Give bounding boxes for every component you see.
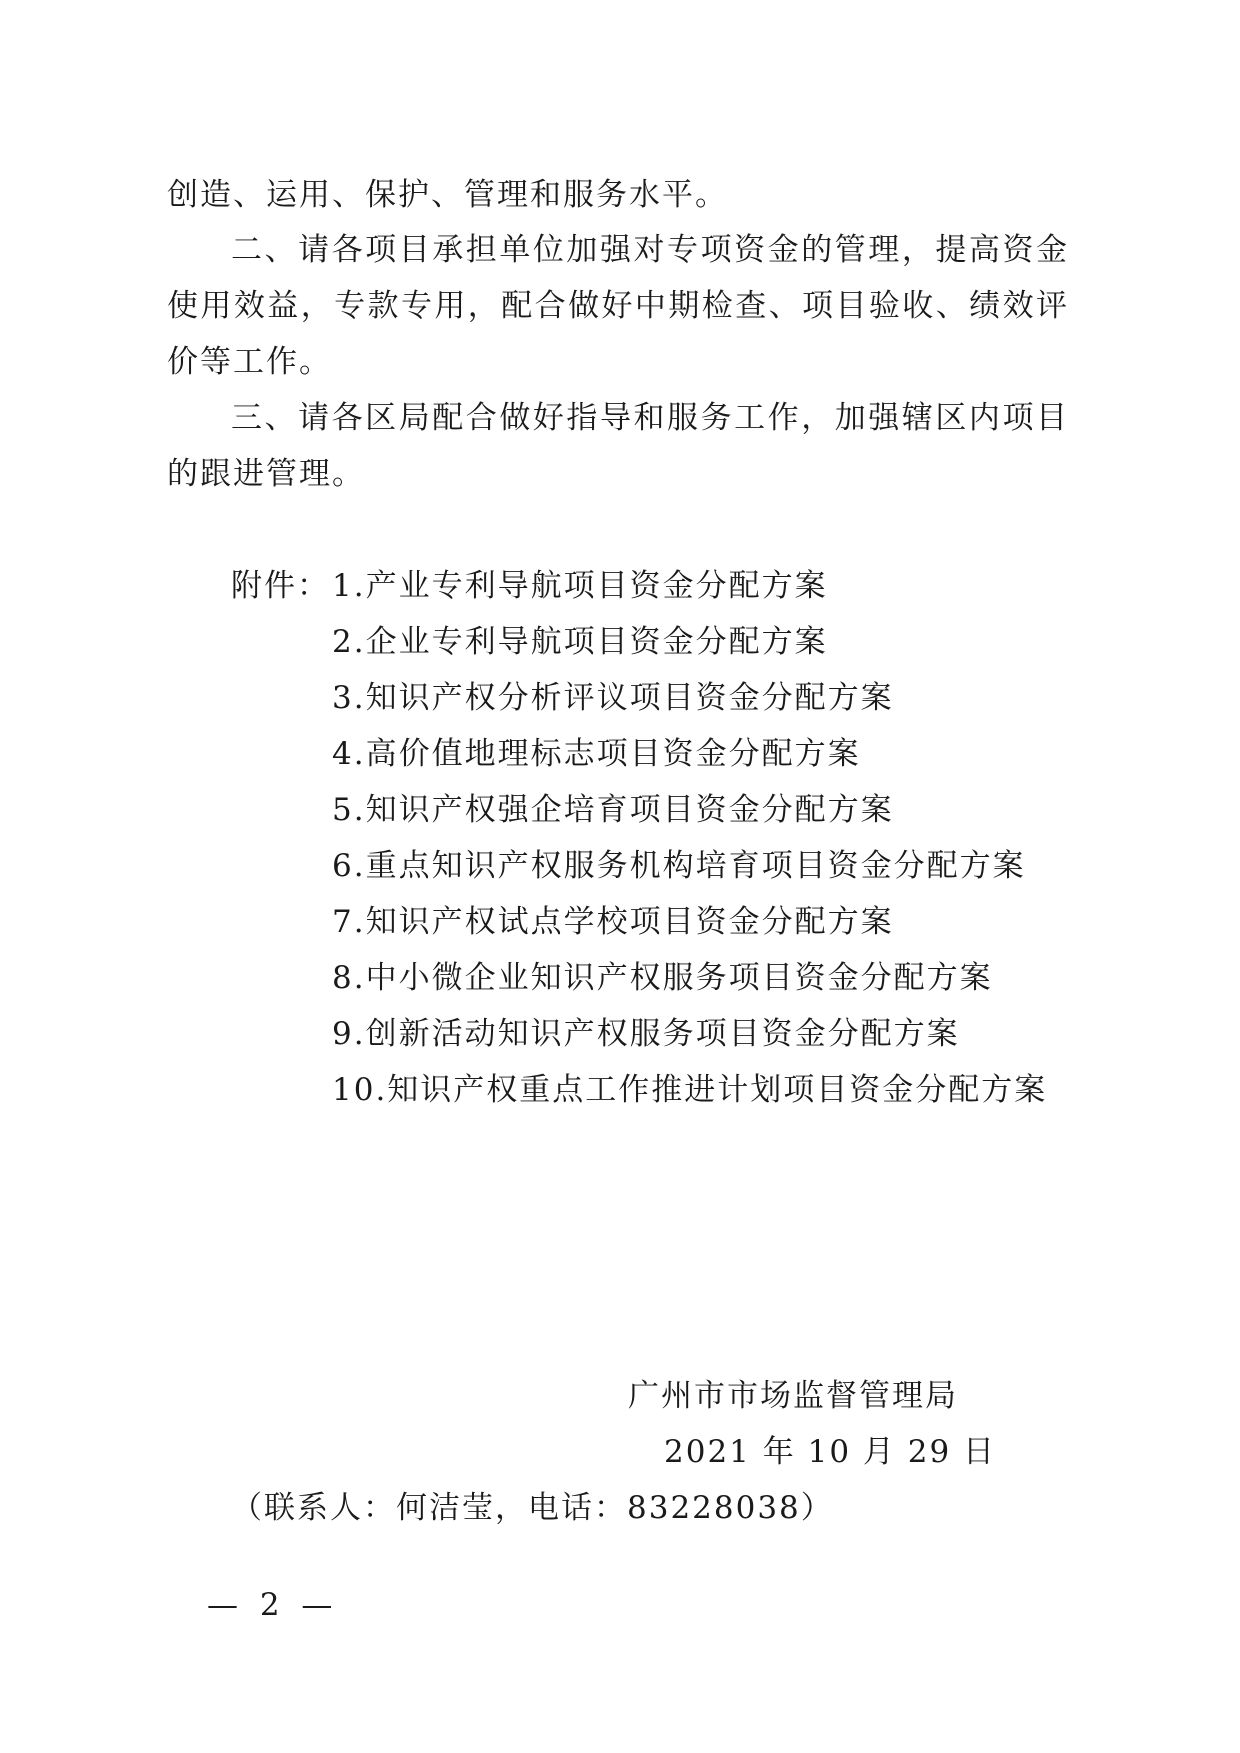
paragraph-2-line-3: 价等工作。 — [167, 344, 332, 380]
signature-organization: 广州市市场监督管理局 — [628, 1378, 958, 1414]
attachment-item: 3.知识产权分析评议项目资金分配方案 — [332, 680, 894, 716]
paragraph-3-line-1: 三、请各区局配合做好指导和服务工作，加强辖区内项目 — [231, 400, 1069, 436]
paragraph-1-line-1: 创造、运用、保护、管理和服务水平。 — [167, 177, 728, 213]
attachment-item: 7.知识产权试点学校项目资金分配方案 — [332, 904, 894, 940]
paragraph-2-line-1: 二、请各项目承担单位加强对专项资金的管理，提高资金 — [231, 232, 1069, 268]
attachment-item: 2.企业专利导航项目资金分配方案 — [332, 624, 828, 660]
attachment-item: 5.知识产权强企培育项目资金分配方案 — [332, 792, 894, 828]
attachments-label: 附件： — [231, 568, 330, 604]
contact-info: （联系人：何洁莹，电话：83228038） — [231, 1490, 834, 1526]
attachment-item: 9.创新活动知识产权服务项目资金分配方案 — [332, 1016, 960, 1052]
attachment-item: 1.产业专利导航项目资金分配方案 — [332, 568, 828, 604]
paragraph-2-line-2: 使用效益，专款专用，配合做好中期检查、项目验收、绩效评 — [167, 288, 1069, 324]
signature-date: 2021 年 10 月 29 日 — [664, 1434, 997, 1470]
page-number: — 2 — — [207, 1587, 339, 1623]
attachment-item: 4.高价值地理标志项目资金分配方案 — [332, 736, 861, 772]
paragraph-3-line-2: 的跟进管理。 — [167, 456, 365, 492]
attachment-item: 10.知识产权重点工作推进计划项目资金分配方案 — [332, 1072, 1048, 1108]
attachment-item: 8.中小微企业知识产权服务项目资金分配方案 — [332, 960, 993, 996]
attachment-item: 6.重点知识产权服务机构培育项目资金分配方案 — [332, 848, 1026, 884]
